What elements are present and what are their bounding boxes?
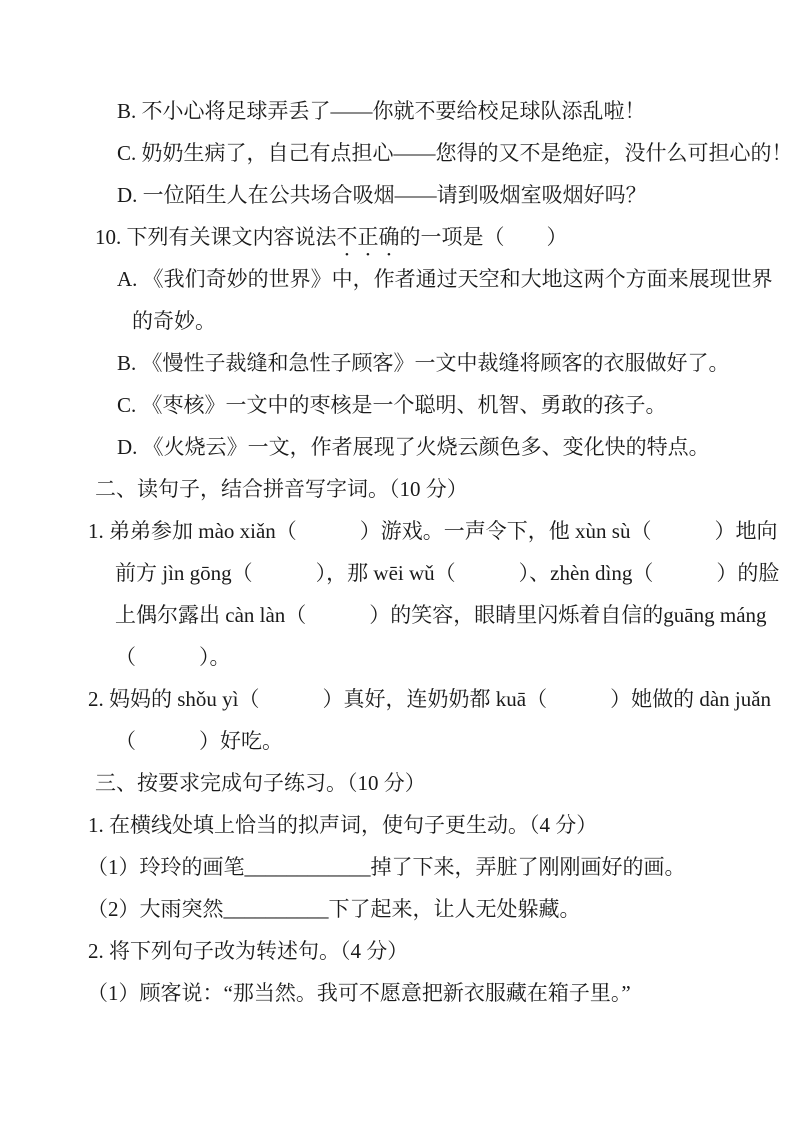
question10-option-c: C. 《枣核》一文中的枣核是一个聪明、机智、勇敢的孩子。 bbox=[117, 393, 667, 417]
question10-stem-prefix: 10. 下列有关课文内容说法 bbox=[95, 225, 337, 249]
section2-item1-line1: 1. 弟弟参加 mào xiǎn（ ）游戏。一声令下，他 xùn sù（ ）地向 bbox=[88, 519, 778, 543]
section3-item2-sub1: （1）顾客说：“那当然。我可不愿意把新衣服藏在箱子里。” bbox=[87, 981, 631, 1005]
section2-item1-line4: （ ）。 bbox=[115, 645, 231, 669]
question10-option-a-line2: 的奇妙。 bbox=[132, 309, 216, 333]
question9-option-c: C. 奶奶生病了，自己有点担心——您得的又不是绝症，没什么可担心的！ bbox=[117, 141, 793, 165]
section3-item1-sub1: （1）玲玲的画笔____________掉了下来，弄脏了刚刚画好的画。 bbox=[87, 855, 686, 879]
section2-header: 二、读句子，结合拼音写字词。（10 分） bbox=[95, 477, 468, 501]
question9-option-d: D. 一位陌生人在公共场合吸烟——请到吸烟室吸烟好吗？ bbox=[117, 183, 647, 207]
question9-option-b: B. 不小心将足球弄丢了——你就不要给校足球队添乱啦！ bbox=[117, 99, 646, 123]
section2-item2-line1: 2. 妈妈的 shǒu yì（ ）真好，连奶奶都 kuā（ ）她做的 dàn juǎn bbox=[88, 687, 772, 711]
section3-item1: 1. 在横线处填上恰当的拟声词，使句子更生动。（4 分） bbox=[88, 813, 598, 837]
section3-header: 三、按要求完成句子练习。（10 分） bbox=[95, 771, 426, 795]
section3-item1-sub2: （2）大雨突然__________下了起来，让人无处躲藏。 bbox=[87, 897, 581, 921]
question10-stem-suffix: 的一项是（ ） bbox=[399, 225, 568, 249]
question10-stem-emphasized-text: 不正确 bbox=[336, 225, 400, 249]
section2-item2-line2: （ ）好吃。 bbox=[115, 729, 283, 753]
question10-stem bbox=[0, 216, 793, 258]
question10-option-b: B. 《慢性子裁缝和急性子顾客》一文中裁缝将顾客的衣服做好了。 bbox=[117, 351, 730, 375]
section3-item2: 2. 将下列句子改为转述句。（4 分） bbox=[88, 939, 409, 963]
question10-option-a-line1: A. 《我们奇妙的世界》中，作者通过天空和大地这两个方面来展现世界 bbox=[117, 267, 773, 291]
section2-item1-line3: 上偶尔露出 càn làn（ ）的笑容，眼睛里闪烁着自信的guāng máng bbox=[115, 603, 767, 627]
section2-item1-line2: 前方 jìn gōng（ ），那 wēi wǔ（ ）、zhèn dìng（ ）的脸 bbox=[115, 561, 780, 585]
question10-option-d: D. 《火烧云》一文，作者展现了火烧云颜色多、变化快的特点。 bbox=[117, 435, 710, 459]
